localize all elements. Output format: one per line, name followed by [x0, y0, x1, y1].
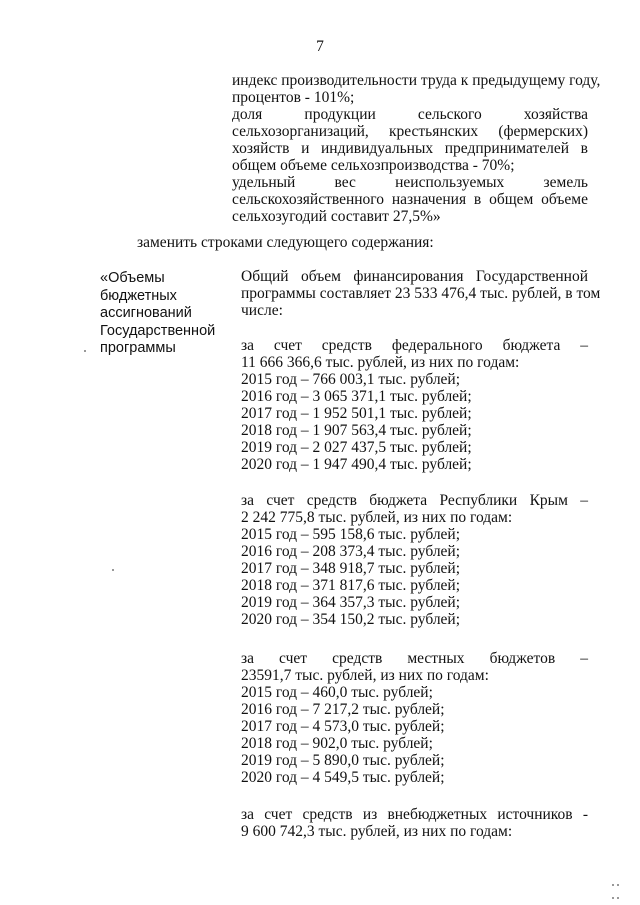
total-line: Общий объем финансирования Государственной — [241, 268, 588, 285]
total-financing — [241, 268, 601, 319]
federal-budget-block — [241, 337, 588, 473]
label-line: бюджетных — [100, 287, 177, 304]
crimea-year: 2017 год – 348 918,7 тыс. рублей; — [241, 560, 461, 577]
label-line: программы — [100, 340, 176, 356]
federal-year: 2020 год – 1 947 490,4 тыс. рублей; — [241, 456, 472, 473]
replace-instruction: заменить строками следующего содержания: — [137, 234, 434, 251]
local-year: 2019 год – 5 890,0 тыс. рублей; — [241, 752, 445, 769]
extra-line: за счет средств из внебюджетных источников - — [241, 806, 588, 823]
label-line: ассигнований — [100, 305, 192, 321]
old-text-line: хозяйств и индивидуальных предпринимателей в — [232, 140, 588, 157]
old-text-line: индекс производительности труда к предыдущему году, — [232, 72, 601, 89]
label-line: Государственной — [100, 322, 216, 339]
scan-mark — [612, 884, 614, 886]
old-text-line: общем объеме сельхозпроизводства - 70%; — [232, 157, 515, 174]
local-line: за счет средств местных бюджетов – — [241, 650, 588, 667]
crimea-year: 2020 год – 354 150,2 тыс. рублей; — [241, 611, 461, 628]
total-line: числе: — [241, 302, 283, 319]
federal-year: 2015 год – 766 003,1 тыс. рублей; — [241, 371, 461, 388]
scan-mark — [612, 897, 614, 899]
crimea-year: 2018 год – 371 817,6 тыс. рублей; — [241, 577, 461, 594]
old-text-line: сельхозугодий составит 27,5%» — [232, 208, 441, 225]
local-year: 2015 год – 460,0 тыс. рублей; — [241, 684, 433, 701]
local-line: 23591,7 тыс. рублей, из них по годам: — [241, 667, 489, 684]
crimea-budget-block — [241, 492, 588, 628]
crimea-line: за счет средств бюджета Республики Крым – — [241, 492, 588, 509]
federal-year: 2017 год – 1 952 501,1 тыс. рублей; — [241, 405, 472, 422]
old-text-line: удельный вес неиспользуемых земель — [232, 174, 588, 191]
old-text-line: доля продукции сельского хозяйства — [232, 106, 588, 123]
crimea-year: 2019 год – 364 357,3 тыс. рублей; — [241, 594, 461, 611]
scan-mark — [84, 350, 86, 352]
extrabudgetary-block — [241, 806, 588, 840]
local-budget-block — [241, 650, 588, 786]
federal-line: 11 666 366,6 тыс. рублей, из них по годам: — [241, 354, 520, 371]
federal-year: 2019 год – 2 027 437,5 тыс. рублей; — [241, 439, 472, 456]
local-year: 2018 год – 902,0 тыс. рублей; — [241, 735, 433, 752]
crimea-line: 2 242 775,8 тыс. рублей, из них по годам: — [241, 509, 513, 526]
federal-line: за счет средств федерального бюджета – — [241, 337, 588, 354]
scan-mark — [112, 569, 114, 571]
local-year: 2020 год – 4 549,5 тыс. рублей; — [241, 769, 445, 786]
page-number: 7 — [316, 38, 324, 55]
crimea-year: 2016 год – 208 373,4 тыс. рублей; — [241, 543, 461, 560]
scan-mark — [617, 884, 619, 886]
federal-year: 2016 год – 3 065 371,1 тыс. рублей; — [241, 388, 472, 405]
scan-mark — [617, 897, 619, 899]
crimea-year: 2015 год – 595 158,6 тыс. рублей; — [241, 526, 461, 543]
old-text-block — [232, 72, 601, 225]
local-year: 2017 год – 4 573,0 тыс. рублей; — [241, 718, 445, 735]
funding-label — [100, 270, 230, 358]
old-text-line: сельскохозяйственного назначения в общем объеме — [232, 191, 588, 208]
extra-line: 9 600 742,3 тыс. рублей, из них по годам: — [241, 823, 513, 840]
old-text-line: процентов - 101%; — [232, 89, 355, 106]
local-year: 2016 год – 7 217,2 тыс. рублей; — [241, 701, 445, 718]
label-line: «Объемы — [100, 270, 165, 286]
old-text-line: сельхозорганизаций, крестьянских (фермерских) — [232, 123, 588, 140]
total-line: программы составляет 23 533 476,4 тыс. рублей, в том — [241, 285, 601, 302]
federal-year: 2018 год – 1 907 563,4 тыс. рублей; — [241, 422, 472, 439]
